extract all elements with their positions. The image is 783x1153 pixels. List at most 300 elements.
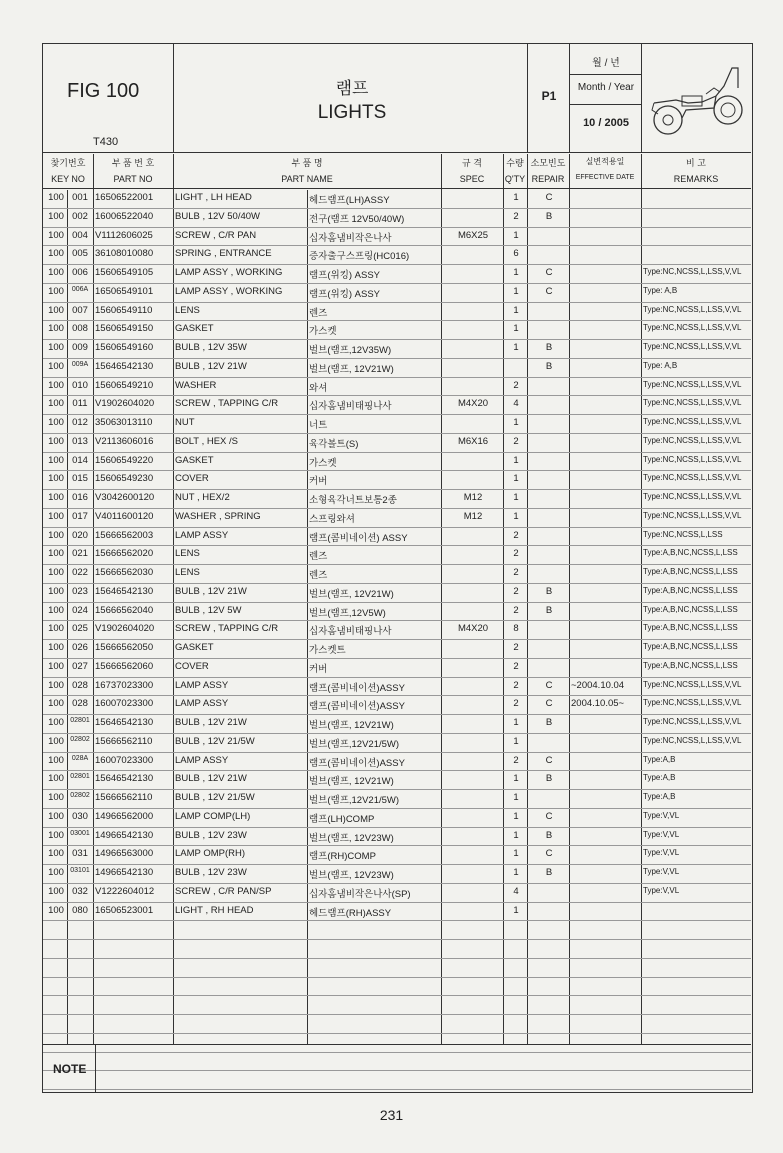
cell-spec: M12 bbox=[463, 510, 483, 522]
table-row bbox=[43, 640, 751, 659]
cell-name-en: WASHER bbox=[175, 379, 217, 391]
cell-repair: B bbox=[545, 585, 553, 597]
cell-part: 15666562040 bbox=[95, 604, 154, 616]
cell-fig: 100 bbox=[48, 210, 64, 222]
cell-qty: 2 bbox=[513, 642, 519, 653]
cell-part: 15666562030 bbox=[95, 567, 154, 578]
cell-name-ko: 가스켓트 bbox=[309, 645, 346, 656]
cell-fig: 100 bbox=[48, 792, 64, 803]
col-spec-ko: 규 격 bbox=[462, 158, 482, 168]
cell-fig: 100 bbox=[48, 604, 64, 616]
cell-remarks: Type:A,B,NC,NCSS,L,LSS bbox=[643, 604, 738, 614]
cell-part: 15666562020 bbox=[95, 548, 154, 560]
table-row bbox=[43, 771, 751, 790]
cell-name-ko: 램프(콤비네이션)ASSY bbox=[309, 682, 405, 694]
cell-part: 15606549150 bbox=[95, 323, 154, 335]
cell-name-ko: 헤드램프(RH)ASSY bbox=[309, 907, 392, 919]
cell-fig: 100 bbox=[48, 904, 64, 916]
cell-key: 080 bbox=[72, 904, 88, 916]
cell-qty: 2 bbox=[513, 585, 519, 597]
cell-key: 025 bbox=[72, 623, 88, 635]
cell-qty: 1 bbox=[513, 304, 519, 316]
cell-name-en: LENS bbox=[175, 304, 200, 316]
cell-part: 15666562110 bbox=[95, 792, 153, 803]
cell-remarks: Type:A,B bbox=[643, 754, 676, 764]
col-repair-en: REPAIR bbox=[531, 174, 565, 184]
cell-fig: 100 bbox=[48, 267, 64, 278]
cell-name-en: BOLT , HEX /S bbox=[175, 435, 239, 447]
cell-key: 015 bbox=[72, 473, 88, 485]
table-row bbox=[43, 884, 751, 903]
table-row bbox=[43, 471, 751, 490]
cell-name-en: BULB , 12V 23W bbox=[175, 829, 247, 841]
cell-qty: 1 bbox=[513, 285, 519, 297]
cell-qty: 1 bbox=[513, 192, 519, 203]
table-row bbox=[43, 490, 751, 509]
table-row bbox=[43, 846, 751, 865]
cell-fig: 100 bbox=[48, 829, 64, 841]
cell-name-en: LAMP ASSY bbox=[175, 529, 229, 541]
cell-key: 028 bbox=[72, 679, 88, 691]
cell-fig: 100 bbox=[48, 567, 64, 578]
cell-repair: C bbox=[545, 285, 553, 297]
cell-fig: 100 bbox=[48, 754, 64, 766]
cell-remarks: Type:V,VL bbox=[643, 848, 680, 858]
note-area bbox=[43, 1044, 751, 1093]
cell-part: 15646542130 bbox=[95, 773, 154, 785]
cell-repair: C bbox=[545, 192, 553, 203]
cell-remarks: Type:V,VL bbox=[643, 867, 680, 876]
empty-row bbox=[43, 1015, 751, 1034]
col-repair-ko: 소모빈도 bbox=[530, 158, 566, 168]
cell-remarks: Type:NC,NCSS,L,LSS,V,VL bbox=[643, 398, 742, 408]
cell-fig: 100 bbox=[48, 323, 64, 335]
table-row bbox=[43, 621, 751, 640]
cell-remarks: Type:A,B,NC,NCSS,L,LSS bbox=[643, 660, 738, 670]
cell-fig: 100 bbox=[48, 229, 64, 241]
table-row bbox=[43, 321, 751, 340]
cell-name-en: LAMP ASSY bbox=[175, 698, 229, 710]
cell-repair: C bbox=[545, 754, 553, 766]
cell-part: 15606549160 bbox=[95, 342, 154, 353]
cell-name-en: SCREW , C/R PAN bbox=[175, 229, 257, 241]
cell-fig: 100 bbox=[48, 510, 64, 522]
col-qty-en: Q'TY bbox=[504, 174, 526, 184]
cell-fig: 100 bbox=[48, 810, 64, 822]
table-row bbox=[43, 396, 751, 415]
cell-date: 2004.10.05~ bbox=[571, 698, 625, 710]
cell-fig: 100 bbox=[48, 660, 64, 672]
cell-name-ko: 커버 bbox=[309, 663, 328, 675]
cell-name-ko: 십자홈냄비작은나사(SP) bbox=[309, 888, 411, 900]
table-row bbox=[43, 415, 751, 434]
table-row bbox=[43, 715, 751, 734]
cell-name-ko: 렌즈 bbox=[309, 307, 328, 319]
cell-qty: 4 bbox=[513, 885, 519, 897]
empty-row bbox=[43, 996, 751, 1015]
empty-row bbox=[43, 978, 751, 997]
cell-remarks: Type:NC,NCSS,L,LSS,V,VL bbox=[643, 492, 742, 501]
cell-name-en: COVER bbox=[175, 660, 209, 672]
cell-name-ko: 육각볼트(S) bbox=[309, 438, 359, 450]
cell-qty: 1 bbox=[513, 810, 519, 822]
cell-qty: 2 bbox=[513, 529, 519, 541]
table-row bbox=[43, 209, 751, 228]
cell-name-ko: 렌즈 bbox=[309, 551, 328, 563]
cell-key: 020 bbox=[72, 529, 88, 541]
cell-key: 032 bbox=[72, 885, 88, 897]
table-row bbox=[43, 603, 751, 622]
cell-qty: 1 bbox=[513, 848, 519, 860]
cell-key: 011 bbox=[72, 398, 88, 410]
cell-remarks: Type:NC,NCSS,L,LSS,V,VL bbox=[643, 679, 742, 689]
cell-part: 15666562003 bbox=[95, 529, 154, 541]
cell-name-en: LIGHT , LH HEAD bbox=[175, 192, 252, 203]
cell-remarks: Type:NC,NCSS,L,LSS,V,VL bbox=[643, 435, 742, 445]
col-qty-ko: 수량 bbox=[506, 158, 524, 168]
cell-name-ko: 너트 bbox=[309, 420, 328, 431]
cell-part: V4011600120 bbox=[95, 510, 154, 522]
cell-name-ko: 십자홈냄비태핑나사 bbox=[309, 401, 392, 413]
cell-name-ko: 벌브(램프, 12V21W) bbox=[309, 720, 394, 731]
table-row bbox=[43, 509, 751, 528]
col-name-en: PART NAME bbox=[281, 174, 333, 184]
cell-name-en: BULB , 12V 50/40W bbox=[175, 210, 261, 222]
col-key-ko: 찾기번호 bbox=[50, 158, 86, 168]
col-date-ko: 실변적용일 bbox=[585, 157, 625, 166]
cell-name-ko: 벌브(램프,12V5W) bbox=[309, 607, 386, 619]
cell-repair: B bbox=[545, 210, 553, 222]
table-row bbox=[43, 734, 751, 753]
cell-remarks: Type:NC,NCSS,L,LSS,V,VL bbox=[643, 379, 742, 389]
cell-remarks: Type:A,B bbox=[643, 792, 676, 801]
cell-name-ko: 램프(콤비네이션) ASSY bbox=[309, 532, 408, 544]
cell-name-ko: 와셔 bbox=[309, 382, 328, 394]
col-part-ko: 부 품 번 호 bbox=[111, 158, 155, 168]
cell-name-en: LAMP ASSY bbox=[175, 754, 229, 766]
cell-key: 006A bbox=[71, 285, 89, 293]
cell-qty: 8 bbox=[513, 623, 519, 635]
cell-name-ko: 렌즈 bbox=[309, 570, 328, 581]
cell-remarks: Type:A,B,NC,NCSS,L,LSS bbox=[643, 567, 738, 576]
cell-name-en: LAMP ASSY bbox=[175, 679, 229, 691]
cell-part: 16007023300 bbox=[95, 698, 154, 710]
cell-name-ko: 벌브(램프,12V21/5W) bbox=[309, 738, 400, 750]
cell-name-en: NUT bbox=[175, 417, 195, 428]
cell-repair: B bbox=[545, 867, 553, 878]
table-row bbox=[43, 546, 751, 565]
cell-qty: 1 bbox=[513, 454, 519, 466]
cell-repair: B bbox=[545, 773, 553, 785]
col-part-en: PART NO bbox=[113, 174, 153, 184]
cell-fig: 100 bbox=[48, 773, 64, 785]
cell-qty: 2 bbox=[513, 567, 519, 578]
cell-part: V2113606016 bbox=[95, 435, 154, 447]
cell-name-en: SPRING , ENTRANCE bbox=[175, 248, 272, 260]
cell-repair: B bbox=[545, 342, 553, 353]
empty-row bbox=[43, 959, 751, 978]
cell-key: 012 bbox=[72, 417, 88, 428]
cell-fig: 100 bbox=[48, 360, 64, 372]
cell-part: 15606549230 bbox=[95, 473, 154, 485]
cell-repair: B bbox=[545, 604, 553, 616]
cell-part: V3042600120 bbox=[95, 492, 155, 503]
cell-qty: 2 bbox=[513, 548, 519, 560]
cell-qty: 2 bbox=[513, 660, 519, 672]
cell-repair: C bbox=[545, 810, 553, 822]
date-label-english: Month / Year bbox=[577, 82, 635, 93]
cell-name-ko: 벌브(램프,12V35W) bbox=[309, 345, 392, 356]
cell-date: ~2004.10.04 bbox=[571, 679, 625, 691]
cell-fig: 100 bbox=[48, 285, 64, 297]
model-name: T430 bbox=[93, 136, 119, 148]
cell-name-en: GASKET bbox=[175, 323, 214, 335]
cell-qty: 1 bbox=[513, 717, 519, 728]
cell-remarks: Type:NC,NCSS,L,LSS,V,VL bbox=[643, 267, 742, 276]
cell-part: V1902604020 bbox=[95, 623, 155, 635]
cell-part: 15646542130 bbox=[95, 360, 154, 372]
cell-key: 03101 bbox=[70, 867, 90, 874]
cell-qty: 1 bbox=[513, 267, 519, 278]
cell-spec: M12 bbox=[463, 492, 483, 503]
cell-spec: M4X20 bbox=[457, 398, 489, 410]
cell-key: 005 bbox=[72, 248, 88, 260]
table-row bbox=[43, 378, 751, 397]
title-english: LIGHTS bbox=[317, 102, 387, 123]
cell-part: 15666562060 bbox=[95, 660, 154, 672]
cell-key: 013 bbox=[72, 435, 88, 447]
cell-name-ko: 가스켓 bbox=[309, 326, 337, 338]
cell-name-ko: 벌브(램프, 12V23W) bbox=[309, 832, 394, 844]
cell-name-ko: 램프(콤비네이션)ASSY bbox=[309, 701, 405, 713]
cell-name-ko: 벌브(램프,12V21/5W) bbox=[309, 795, 400, 806]
cell-repair: B bbox=[545, 829, 553, 841]
cell-qty: 2 bbox=[513, 379, 519, 391]
cell-part: 16006522040 bbox=[95, 210, 154, 222]
cell-name-en: COVER bbox=[175, 473, 209, 485]
table-row bbox=[43, 359, 751, 378]
cell-remarks: Type:NC,NCSS,L,LSS,V,VL bbox=[643, 342, 742, 351]
cell-name-ko: 벌브(램프, 12V21W) bbox=[309, 363, 394, 375]
cell-fig: 100 bbox=[48, 529, 64, 541]
cell-part: 15666562110 bbox=[95, 735, 153, 747]
cell-fig: 100 bbox=[48, 304, 64, 316]
cell-name-en: LAMP ASSY , WORKING bbox=[175, 285, 283, 297]
cell-qty: 2 bbox=[513, 754, 519, 766]
cell-qty: 1 bbox=[513, 417, 519, 428]
cell-name-ko: 가스켓 bbox=[309, 457, 337, 469]
cell-key: 027 bbox=[72, 660, 88, 672]
note-label: NOTE bbox=[53, 1062, 87, 1076]
cell-part: 14966563000 bbox=[95, 848, 154, 860]
col-remarks-ko: 비 고 bbox=[686, 158, 706, 168]
cell-fig: 100 bbox=[48, 642, 64, 653]
cell-qty: 1 bbox=[513, 473, 519, 485]
cell-remarks: Type:NC,NCSS,L,LSS,V,VL bbox=[643, 735, 742, 745]
cell-key: 017 bbox=[72, 510, 88, 522]
col-remarks-en: REMARKS bbox=[673, 174, 719, 184]
cell-spec: M6X25 bbox=[457, 229, 489, 241]
cell-name-en: GASKET bbox=[175, 642, 214, 653]
table-row bbox=[43, 865, 751, 884]
cell-part: 36108010080 bbox=[95, 248, 154, 260]
cell-name-en: BULB , 12V 21W bbox=[175, 360, 247, 372]
cell-part: V1902604020 bbox=[95, 398, 155, 410]
col-key-en: KEY NO bbox=[51, 174, 85, 184]
cell-key: 002 bbox=[72, 210, 88, 222]
cell-part: 14966562000 bbox=[95, 810, 154, 822]
col-name-ko: 부 품 명 bbox=[291, 158, 323, 168]
cell-remarks: Type: A,B bbox=[643, 360, 678, 370]
cell-fig: 100 bbox=[48, 848, 64, 860]
cell-fig: 100 bbox=[48, 717, 64, 728]
date-label-korean: 월 / 년 bbox=[592, 58, 620, 69]
cell-remarks: Type:NC,NCSS,L,LSS,V,VL bbox=[643, 717, 742, 726]
cell-key: 006 bbox=[72, 267, 88, 278]
cell-qty: 2 bbox=[513, 679, 519, 691]
cell-name-en: BULB , 12V 5W bbox=[175, 604, 242, 616]
cell-name-ko: 소형육각너트보통2종 bbox=[309, 495, 397, 506]
cell-name-en: LAMP COMP(LH) bbox=[175, 810, 251, 822]
cell-name-ko: 벌브(램프, 12V21W) bbox=[309, 776, 394, 788]
cell-remarks: Type:NC,NCSS,L,LSS bbox=[643, 529, 723, 539]
cell-qty: 1 bbox=[513, 904, 519, 916]
col-spec-en: SPEC bbox=[459, 174, 485, 184]
cell-name-en: LAMP OMP(RH) bbox=[175, 848, 246, 860]
cell-qty: 1 bbox=[513, 342, 519, 353]
cell-key: 02802 bbox=[70, 792, 90, 799]
cell-qty: 1 bbox=[513, 492, 519, 503]
cell-key: 014 bbox=[72, 454, 88, 466]
cell-part: 15606549105 bbox=[95, 267, 154, 278]
cell-key: 02802 bbox=[70, 735, 90, 743]
cell-part: 16506522001 bbox=[95, 192, 154, 203]
cell-key: 028 bbox=[72, 698, 88, 710]
cell-fig: 100 bbox=[48, 192, 64, 203]
parts-sheet bbox=[42, 43, 753, 1093]
cell-spec: M4X20 bbox=[457, 623, 489, 635]
cell-name-en: BULB , 12V 21W bbox=[175, 773, 247, 785]
cell-remarks: Type:V,VL bbox=[643, 829, 680, 839]
cell-fig: 100 bbox=[48, 417, 64, 428]
cell-name-ko: 증자출구스프링(HC016) bbox=[309, 251, 410, 263]
cell-repair: B bbox=[545, 360, 553, 372]
cell-name-ko: 벌브(램프, 12V21W) bbox=[309, 588, 394, 600]
page-id: P1 bbox=[541, 89, 557, 103]
cell-key: 009A bbox=[71, 360, 89, 368]
cell-name-ko: 램프(위킹) ASSY bbox=[309, 270, 381, 281]
cell-part: 14966542130 bbox=[95, 829, 154, 841]
cell-name-ko: 십자홈냄비태핑나사 bbox=[309, 626, 392, 638]
cell-fig: 100 bbox=[48, 473, 64, 485]
cell-fig: 100 bbox=[48, 492, 64, 503]
cell-name-ko: 커버 bbox=[309, 476, 328, 488]
cell-remarks: Type:A,B,NC,NCSS,L,LSS bbox=[643, 623, 738, 633]
cell-remarks: Type:A,B bbox=[643, 773, 676, 783]
table-row bbox=[43, 265, 751, 284]
cell-fig: 100 bbox=[48, 623, 64, 635]
cell-part: 16007023300 bbox=[95, 754, 154, 766]
cell-part: V1222604012 bbox=[95, 885, 155, 897]
cell-qty: 2 bbox=[513, 604, 519, 616]
table-row bbox=[43, 303, 751, 322]
cell-key: 03001 bbox=[70, 829, 90, 837]
cell-remarks: Type:NC,NCSS,L,LSS,V,VL bbox=[643, 323, 742, 333]
table-row bbox=[43, 246, 751, 265]
table-row bbox=[43, 565, 751, 584]
cell-fig: 100 bbox=[48, 435, 64, 447]
cell-name-ko: 램프(위킹) ASSY bbox=[309, 288, 381, 300]
cell-fig: 100 bbox=[48, 679, 64, 691]
cell-remarks: Type:A,B,NC,NCSS,L,LSS bbox=[643, 585, 738, 595]
table-row bbox=[43, 453, 751, 472]
cell-part: 15666562050 bbox=[95, 642, 154, 653]
cell-name-ko: 십자홈냄비작은나사 bbox=[309, 232, 392, 244]
cell-fig: 100 bbox=[48, 735, 64, 747]
cell-name-ko: 램프(콤비네이션)ASSY bbox=[309, 757, 405, 769]
table-row bbox=[43, 659, 751, 678]
cell-name-ko: 전구(램프 12V50/40W) bbox=[309, 213, 405, 225]
tractor-illustration bbox=[646, 58, 746, 138]
cell-part: 15606549220 bbox=[95, 454, 154, 466]
cell-qty: 1 bbox=[513, 229, 519, 241]
cell-fig: 100 bbox=[48, 398, 64, 410]
cell-qty: 1 bbox=[513, 829, 519, 841]
cell-key: 022 bbox=[72, 567, 88, 578]
cell-key: 007 bbox=[72, 304, 88, 316]
cell-key: 008 bbox=[72, 323, 88, 335]
cell-remarks: Type:V,VL bbox=[643, 810, 680, 820]
table-row bbox=[43, 228, 751, 247]
cell-remarks: Type:NC,NCSS,L,LSS,V,VL bbox=[643, 698, 742, 708]
cell-qty: 1 bbox=[513, 510, 519, 522]
cell-part: 16506549101 bbox=[95, 285, 154, 297]
table-row bbox=[43, 828, 751, 847]
cell-name-en: LIGHT , RH HEAD bbox=[175, 904, 254, 916]
page-number: 231 bbox=[379, 1107, 404, 1123]
cell-qty: 1 bbox=[513, 323, 519, 335]
cell-name-en: SCREW , TAPPING C/R bbox=[175, 623, 279, 635]
cell-name-en: BULB , 12V 23W bbox=[175, 867, 247, 878]
cell-name-en: WASHER , SPRING bbox=[175, 510, 261, 522]
table-row bbox=[43, 753, 751, 772]
cell-part: 15646542130 bbox=[95, 585, 154, 597]
cell-remarks: Type:NC,NCSS,L,LSS,V,VL bbox=[643, 304, 742, 314]
cell-qty: 1 bbox=[513, 735, 519, 747]
cell-repair: C bbox=[545, 679, 553, 691]
cell-key: 016 bbox=[72, 492, 88, 503]
cell-part: 35063013110 bbox=[95, 417, 153, 428]
cell-fig: 100 bbox=[48, 454, 64, 466]
cell-repair: C bbox=[545, 848, 553, 860]
cell-remarks: Type:NC,NCSS,L,LSS,V,VL bbox=[643, 473, 742, 483]
table-row bbox=[43, 678, 751, 697]
cell-qty: 1 bbox=[513, 792, 519, 803]
cell-fig: 100 bbox=[48, 548, 64, 560]
cell-spec: M6X16 bbox=[457, 435, 489, 447]
cell-name-ko: 램프(RH)COMP bbox=[309, 851, 376, 863]
cell-name-en: BULB , 12V 21/5W bbox=[175, 735, 255, 747]
cell-name-en: GASKET bbox=[175, 454, 214, 466]
cell-qty: 4 bbox=[513, 398, 519, 410]
cell-key: 010 bbox=[72, 379, 88, 391]
parts-table-body bbox=[43, 190, 751, 1090]
fig-number: FIG 100 bbox=[67, 80, 140, 102]
cell-name-en: BULB , 12V 35W bbox=[175, 342, 247, 353]
cell-fig: 100 bbox=[48, 867, 64, 878]
table-row bbox=[43, 434, 751, 453]
cell-repair: C bbox=[545, 267, 553, 278]
